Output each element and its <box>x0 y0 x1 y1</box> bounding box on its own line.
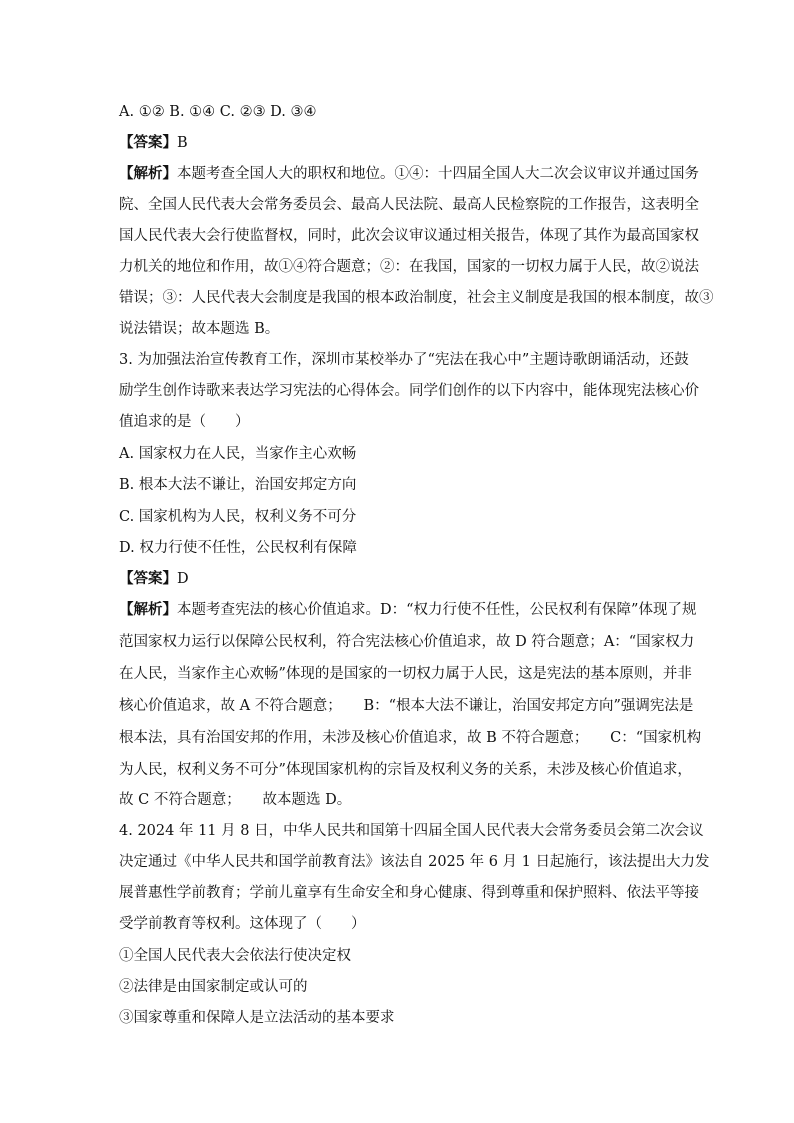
answer-tag: 【答案】 <box>119 570 177 587</box>
q2-analysis-line-1: 【解析】本题考查全国人大的职权和地位。①④：十四届全国人大二次会议审议并通过国务 <box>119 165 699 182</box>
q3-stem-line-1: 3. 为加强法治宣传教育工作，深圳市某校举办了“宪法在我心中”主题诗歌朗诵活动，还鼓 <box>119 352 689 368</box>
q3-option-a: A. 国家权力在人民，当家作主心欢畅 <box>119 446 357 462</box>
q3-analysis-line-2: 范国家权力运行以保障公民权利，符合宪法核心价值追求，故 D 符合题意；A：“国家权力 <box>119 634 695 650</box>
q3-analysis-line-4: 核心价值追求，故 A 不符合题意； B：“根本大法不谦让，治国安邦定方向”强调宪法是 <box>119 698 694 714</box>
q2-analysis-line-5: 错误；③：人民代表大会制度是我国的根本政治制度，社会主义制度是我国的根本制度，故③ <box>119 290 714 306</box>
q2-analysis-line-2: 院、全国人民代表大会常务委员会、最高人民法院、最高人民检察院的工作报告，这表明全 <box>119 197 699 213</box>
q2-analysis-line-3: 国人民代表大会行使监督权，同时，此次会议审议通过相关报告，体现了其作为最高国家权 <box>119 228 699 244</box>
q2-analysis-line-6: 说法错误；故本题选 B。 <box>119 321 280 337</box>
q3-analysis-line-5: 根本法，具有治国安邦的作用，未涉及核心价值追求，故 B 不符合题意； C：“国家机构 <box>119 730 702 746</box>
answer-value: B <box>177 135 188 151</box>
q3-analysis-line-6: 为人民，权利义务不可分”体现国家机构的宗旨及权利义务的关系，未涉及核心价值追求， <box>119 762 692 778</box>
analysis-tag: 【解析】 <box>119 601 177 618</box>
q3-answer <box>119 569 189 589</box>
q2-options: A. ①② B. ①④ C. ②③ D. ③④ <box>119 104 317 120</box>
q2-answer <box>119 133 188 153</box>
q4-stem-line-1: 4. 2024 年 11 月 8 日，中华人民共和国第十四届全国人民代表大会常务委员会第二次会议 <box>119 823 704 839</box>
answer-value: D <box>177 571 189 587</box>
q4-statement-1: ①全国人民代表大会依法行使决定权 <box>119 948 351 964</box>
q3-analysis-line-1: 【解析】本题考查宪法的核心价值追求。D：“权力行使不任性，公民权利有保障”体现了规 <box>119 601 697 618</box>
q3-stem-line-2: 励学生创作诗歌来表达学习宪法的心得体会。同学们创作的以下内容中，能体现宪法核心价 <box>119 383 699 399</box>
q4-statement-3: ③国家尊重和保障人是立法活动的基本要求 <box>119 1010 395 1026</box>
answer-tag: 【答案】 <box>119 134 177 151</box>
q4-stem-line-2: 决定通过《中华人民共和国学前教育法》该法自 2025 年 6 月 1 日起施行，该法提出大力发 <box>119 854 710 870</box>
q3-stem-line-3: 值追求的是（ ） <box>119 414 250 430</box>
q3-analysis-line-3: 在人民，当家作主心欢畅”体现的是国家的一切权力属于人民，这是宪法的基本原则，并非 <box>119 666 692 682</box>
q4-statement-2: ②法律是由国家制定或认可的 <box>119 979 308 995</box>
q3-option-c: C. 国家机构为人民，权利义务不可分 <box>119 509 357 525</box>
q3-option-d: D. 权力行使不任性，公民权利有保障 <box>119 540 357 556</box>
q4-stem-line-3: 展普惠性学前教育；学前儿童享有生命安全和身心健康、得到尊重和保护照料、依法平等接 <box>119 885 699 901</box>
q3-analysis-line-7: 故 C 不符合题意； 故本题选 D。 <box>119 792 352 808</box>
q3-option-b: B. 根本大法不谦让，治国安邦定方向 <box>119 477 357 493</box>
q4-stem-line-4: 受学前教育等权利。这体现了（ ） <box>119 916 366 932</box>
analysis-tag: 【解析】 <box>119 165 177 182</box>
q2-analysis-line-4: 力机关的地位和作用，故①④符合题意；②：在我国，国家的一切权力属于人民，故②说法 <box>119 259 699 275</box>
